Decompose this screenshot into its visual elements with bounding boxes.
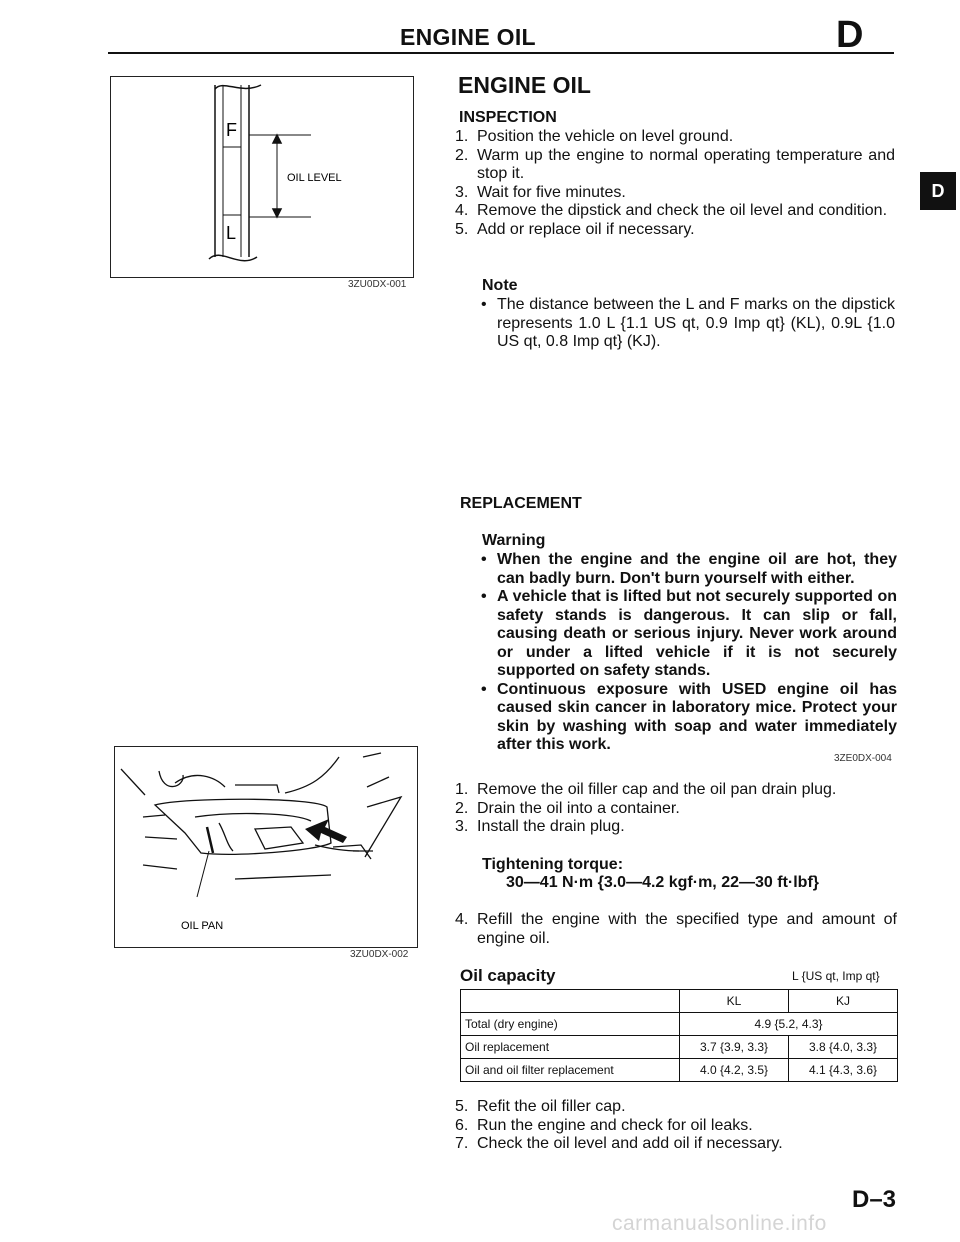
note-list	[477, 296, 895, 352]
step-number: 7.	[455, 1135, 469, 1152]
step-text: Run the engine and check for oil leaks.	[477, 1116, 753, 1134]
table-cell: Oil replacement	[461, 1036, 680, 1059]
section-tab: D	[920, 172, 956, 210]
list-item	[455, 184, 895, 203]
step-text: Refill the engine with the specified type and amount of engine oil.	[477, 911, 897, 947]
inspection-heading: INSPECTION	[459, 109, 557, 126]
table-cell: 3.7 {3.9, 3.3}	[680, 1036, 789, 1059]
main-title: ENGINE OIL	[458, 72, 591, 98]
table-header-cell: KL	[680, 990, 789, 1013]
step-number: 1.	[455, 128, 469, 145]
list-item: • The distance between the L and F marks on the dipstick represents 1.0 L {1.1 US qt, 0.9 Imp qt} (KL), 0.9L {1.0 US qt, 0.8 Imp qt} (KJ).	[477, 296, 895, 352]
oil-pan-illustration	[115, 747, 417, 947]
replacement-heading: REPLACEMENT	[460, 495, 582, 512]
table-cell: Total (dry engine)	[461, 1013, 680, 1036]
step-number: 4.	[455, 911, 469, 928]
list-item	[455, 1098, 895, 1117]
warning-heading: Warning	[482, 532, 546, 549]
drain-plug-arrow-icon	[305, 819, 347, 843]
table-row	[461, 1013, 898, 1036]
oil-pan-callout: OIL PAN	[181, 920, 224, 932]
oil-capacity-table	[460, 989, 898, 1082]
list-item	[455, 128, 895, 147]
oil-level-callout: OIL LEVEL	[287, 172, 342, 184]
final-steps	[455, 1098, 895, 1154]
step-number: 6.	[455, 1116, 469, 1134]
list-item	[455, 818, 895, 837]
inspection-steps	[455, 128, 895, 239]
torque-label: Tightening torque:	[482, 856, 624, 873]
header-rule	[108, 52, 894, 54]
page-header-title: ENGINE OIL	[400, 24, 536, 50]
warning-code: 3ZE0DX-004	[834, 753, 892, 764]
list-item: • A vehicle that is lifted but not securely supported on safety stands is dangerous. It can slip or fall, causing death or serious injury. Never work around or under a lifted vehicle if it is not securely supported on safety stands.	[477, 588, 897, 681]
dipstick-figure	[110, 76, 414, 278]
table-cell: 4.0 {4.2, 3.5}	[680, 1059, 789, 1082]
step-text: Wait for five minutes.	[477, 183, 626, 201]
step-text: Check the oil level and add oil if necessary.	[477, 1135, 783, 1152]
step-number: 2.	[455, 146, 469, 164]
step-number: 3.	[455, 183, 469, 201]
list-item	[455, 800, 895, 819]
list-item	[455, 1117, 895, 1136]
table-cell: Oil and oil filter replacement	[461, 1059, 680, 1082]
oil-pan-figure	[114, 746, 418, 948]
table-cell: 4.1 {4.3, 3.6}	[789, 1059, 898, 1082]
oil-capacity-heading: Oil capacity	[460, 966, 556, 985]
warning-list	[477, 551, 897, 755]
step-number: 3.	[455, 818, 469, 835]
step-number: 5.	[455, 220, 469, 238]
replacement-steps	[455, 781, 895, 837]
list-item	[455, 911, 897, 948]
refill-steps	[455, 911, 897, 948]
section-letter: D	[836, 14, 864, 56]
list-item: • Continuous exposure with USED engine oil has caused skin cancer in laboratory mice. Protect your skin by washing with soap and water immediately after this work.	[477, 681, 897, 755]
step-number: 1.	[455, 781, 469, 798]
figure-code: 3ZU0DX-001	[348, 279, 407, 290]
list-item	[455, 147, 895, 184]
step-number: 2.	[455, 799, 469, 817]
table-header-cell: KJ	[789, 990, 898, 1013]
capacity-units: L {US qt, Imp qt}	[792, 969, 880, 983]
list-item	[455, 781, 895, 800]
torque-value: 30—41 N·m {3.0—4.2 kgf·m, 22—30 ft·lbf}	[506, 874, 819, 891]
l-mark-label: L	[226, 223, 237, 243]
table-header-row	[461, 990, 898, 1013]
note-heading: Note	[482, 277, 518, 294]
step-text: Refit the oil filler cap.	[477, 1098, 626, 1115]
table-row	[461, 1036, 898, 1059]
table-cell: 4.9 {5.2, 4.3}	[680, 1013, 898, 1036]
watermark: carmanualsonline.info	[612, 1212, 827, 1235]
list-item	[455, 1135, 895, 1154]
step-text: Position the vehicle on level ground.	[477, 128, 734, 145]
f-mark-label: F	[226, 120, 237, 140]
step-text: Install the drain plug.	[477, 818, 625, 835]
list-item: • When the engine and the engine oil are hot, they can badly burn. Don't burn yourself with either.	[477, 551, 897, 588]
list-item	[455, 202, 895, 221]
step-text: Add or replace oil if necessary.	[477, 220, 695, 238]
step-number: 5.	[455, 1098, 469, 1115]
step-text: Drain the oil into a container.	[477, 799, 680, 817]
dipstick-illustration	[111, 77, 413, 277]
step-number: 4.	[455, 202, 469, 219]
table-row	[461, 1059, 898, 1082]
list-item	[455, 221, 895, 240]
page-number: D–3	[852, 1186, 897, 1213]
figure-code: 3ZU0DX-002	[350, 949, 409, 960]
step-text: Remove the oil filler cap and the oil pan drain plug.	[477, 781, 837, 798]
step-text: Warm up the engine to normal operating temperature and stop it.	[477, 146, 895, 182]
table-cell: 3.8 {4.0, 3.3}	[789, 1036, 898, 1059]
table-header-cell	[461, 990, 680, 1013]
step-text: Remove the dipstick and check the oil level and condition.	[477, 202, 888, 219]
